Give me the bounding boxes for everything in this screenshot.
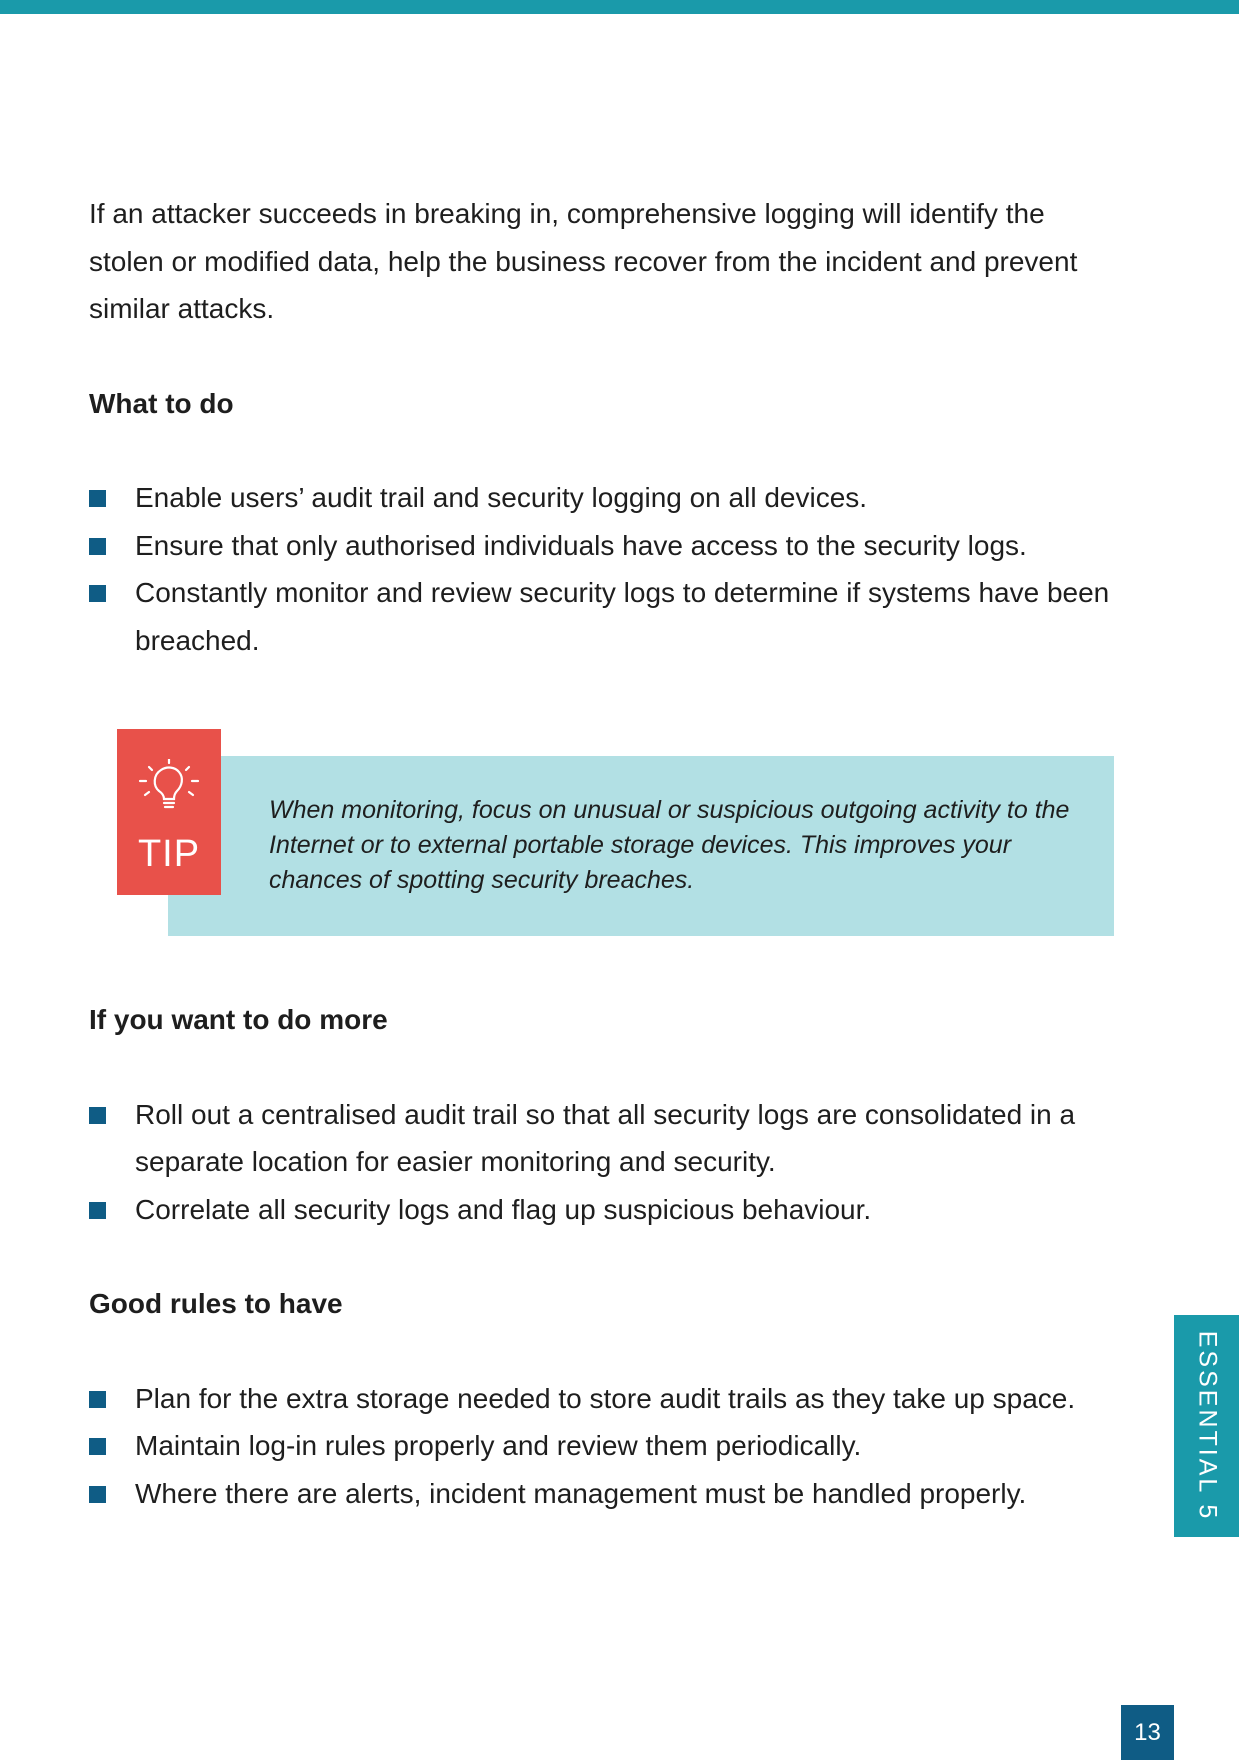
good-rules-list: [89, 1375, 1119, 1518]
list-item: Ensure that only authorised individuals have access to the security logs.: [89, 522, 1119, 570]
bullet-square-icon: [89, 1107, 106, 1124]
list-item: Roll out a centralised audit trail so that all security logs are consolidated in a separate location for easier monitoring and security.: [89, 1091, 1145, 1186]
section-side-tab-label: ESSENTIAL 5: [1193, 1330, 1221, 1522]
page-content-lower: [89, 996, 1119, 1517]
list-item: Constantly monitor and review security logs to determine if systems have been breached.: [89, 569, 1135, 664]
tip-text: When monitoring, focus on unusual or suspicious outgoing activity to the Internet or to external portable storage devices. This improves your chances of spotting security breaches.: [269, 796, 1070, 894]
bullet-square-icon: [89, 1486, 106, 1503]
bullet-square-icon: [89, 538, 106, 555]
list-item: Enable users’ audit trail and security logging on all devices.: [89, 474, 1119, 522]
intro-paragraph: If an attacker succeeds in breaking in, comprehensive logging will identify the stolen or modified data, help the business recover from the incident and prevent similar attacks.: [89, 198, 1078, 324]
list-item: Maintain log-in rules properly and review them periodically.: [89, 1422, 1119, 1470]
list-item: Correlate all security logs and flag up suspicious behaviour.: [89, 1186, 1119, 1234]
tip-badge: [117, 729, 221, 895]
section-side-tab: [1174, 1315, 1239, 1537]
good-rules-heading: Good rules to have: [89, 1288, 343, 1319]
list-item: Plan for the extra storage needed to store audit trails as they take up space.: [89, 1375, 1095, 1423]
list-item: Where there are alerts, incident management must be handled properly.: [89, 1470, 1119, 1518]
do-more-heading: If you want to do more: [89, 1004, 388, 1035]
bullet-square-icon: [89, 1202, 106, 1219]
bullet-square-icon: [89, 490, 106, 507]
lightbulb-icon: [137, 759, 201, 825]
bullet-square-icon: [89, 1438, 106, 1455]
do-more-list: [89, 1091, 1119, 1234]
top-accent-bar: [0, 0, 1239, 14]
bullet-square-icon: [89, 585, 106, 602]
page-content: [89, 190, 1119, 664]
page-number: 13: [1121, 1705, 1174, 1760]
what-to-do-list: [89, 474, 1119, 664]
tip-label: TIP: [137, 833, 201, 875]
bullet-square-icon: [89, 1391, 106, 1408]
what-to-do-heading: What to do: [89, 387, 234, 419]
